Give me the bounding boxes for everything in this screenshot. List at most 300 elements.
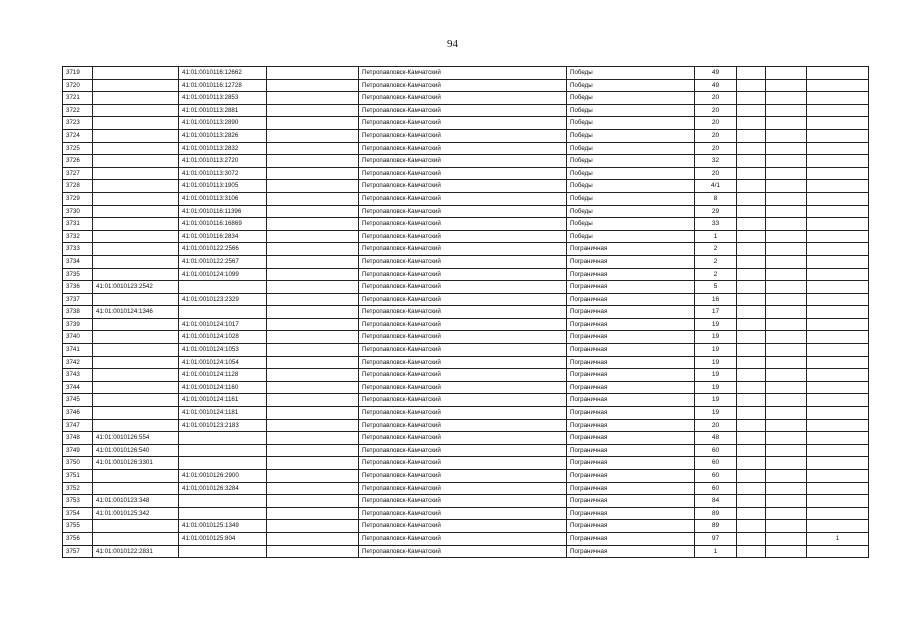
cadastral-number-cell	[93, 268, 179, 281]
cadastral-number-alt-cell: 41:01:0010124:1053	[179, 344, 267, 357]
empty-cell	[737, 117, 766, 130]
cadastral-number-cell	[93, 532, 179, 545]
city-cell: Петропавловск-Камчатский	[359, 180, 567, 193]
house-number-cell: 19	[695, 356, 737, 369]
house-number-cell: 84	[695, 495, 737, 508]
city-cell: Петропавловск-Камчатский	[359, 419, 567, 432]
house-number-cell: 29	[695, 205, 737, 218]
flag-cell	[807, 318, 869, 331]
empty-cell	[766, 192, 807, 205]
flag-cell	[807, 117, 869, 130]
house-number-cell: 33	[695, 218, 737, 231]
city-cell: Петропавловск-Камчатский	[359, 356, 567, 369]
empty-cell	[737, 507, 766, 520]
empty-cell	[737, 344, 766, 357]
table-row	[63, 268, 869, 281]
row-number-cell: 3755	[63, 520, 93, 533]
empty-cell	[267, 180, 359, 193]
empty-cell	[737, 419, 766, 432]
empty-cell	[766, 520, 807, 533]
street-cell: Пограничная	[567, 495, 695, 508]
cadastral-number-alt-cell	[179, 457, 267, 470]
table-row	[63, 470, 869, 483]
empty-cell	[766, 419, 807, 432]
empty-cell	[766, 142, 807, 155]
empty-cell	[737, 331, 766, 344]
row-number-cell: 3751	[63, 470, 93, 483]
street-cell: Победы	[567, 67, 695, 80]
house-number-cell: 19	[695, 318, 737, 331]
empty-cell	[737, 218, 766, 231]
empty-cell	[267, 142, 359, 155]
street-cell: Победы	[567, 142, 695, 155]
flag-cell	[807, 155, 869, 168]
house-number-cell: 89	[695, 507, 737, 520]
empty-cell	[737, 167, 766, 180]
empty-cell	[737, 243, 766, 256]
flag-cell	[807, 92, 869, 105]
empty-cell	[267, 331, 359, 344]
table-row	[63, 394, 869, 407]
house-number-cell: 60	[695, 482, 737, 495]
street-cell: Пограничная	[567, 356, 695, 369]
table-row	[63, 532, 869, 545]
row-number-cell: 3721	[63, 92, 93, 105]
empty-cell	[267, 192, 359, 205]
street-cell: Пограничная	[567, 381, 695, 394]
cadastral-number-cell	[93, 104, 179, 117]
house-number-cell: 19	[695, 331, 737, 344]
table-row	[63, 545, 869, 558]
cadastral-number-cell: 41:01:0010125:342	[93, 507, 179, 520]
street-cell: Пограничная	[567, 470, 695, 483]
cadastral-number-cell	[93, 419, 179, 432]
empty-cell	[766, 407, 807, 420]
table-row	[63, 381, 869, 394]
city-cell: Петропавловск-Камчатский	[359, 482, 567, 495]
empty-cell	[737, 155, 766, 168]
cadastral-number-alt-cell	[179, 444, 267, 457]
street-cell: Победы	[567, 155, 695, 168]
street-cell: Пограничная	[567, 394, 695, 407]
empty-cell	[766, 293, 807, 306]
flag-cell	[807, 495, 869, 508]
empty-cell	[766, 381, 807, 394]
street-cell: Победы	[567, 180, 695, 193]
flag-cell	[807, 218, 869, 231]
house-number-cell: 2	[695, 255, 737, 268]
empty-cell	[267, 381, 359, 394]
empty-cell	[267, 230, 359, 243]
empty-cell	[267, 482, 359, 495]
cadastral-number-alt-cell: 41:01:0010124:1099	[179, 268, 267, 281]
flag-cell	[807, 507, 869, 520]
street-cell: Победы	[567, 192, 695, 205]
empty-cell	[766, 205, 807, 218]
cadastral-number-alt-cell: 41:01:0010116:2834	[179, 230, 267, 243]
city-cell: Петропавловск-Камчатский	[359, 532, 567, 545]
city-cell: Петропавловск-Камчатский	[359, 243, 567, 256]
cadastral-number-alt-cell: 41:01:0010125:804	[179, 532, 267, 545]
empty-cell	[267, 318, 359, 331]
empty-cell	[267, 532, 359, 545]
empty-cell	[766, 255, 807, 268]
cadastral-number-cell	[93, 407, 179, 420]
flag-cell	[807, 419, 869, 432]
city-cell: Петропавловск-Камчатский	[359, 155, 567, 168]
city-cell: Петропавловск-Камчатский	[359, 432, 567, 445]
street-cell: Пограничная	[567, 243, 695, 256]
house-number-cell: 1	[695, 545, 737, 558]
cadastral-number-alt-cell: 41:01:0010122:2567	[179, 255, 267, 268]
empty-cell	[766, 268, 807, 281]
flag-cell	[807, 255, 869, 268]
empty-cell	[766, 92, 807, 105]
empty-cell	[766, 129, 807, 142]
cadastral-number-cell	[93, 293, 179, 306]
empty-cell	[766, 281, 807, 294]
empty-cell	[737, 532, 766, 545]
house-number-cell: 19	[695, 344, 737, 357]
cadastral-number-cell	[93, 129, 179, 142]
street-cell: Пограничная	[567, 255, 695, 268]
flag-cell	[807, 129, 869, 142]
empty-cell	[267, 470, 359, 483]
row-number-cell: 3727	[63, 167, 93, 180]
cadastral-number-alt-cell	[179, 432, 267, 445]
empty-cell	[267, 79, 359, 92]
row-number-cell: 3738	[63, 306, 93, 319]
empty-cell	[267, 92, 359, 105]
table-row	[63, 180, 869, 193]
empty-cell	[267, 255, 359, 268]
flag-cell	[807, 306, 869, 319]
cadastral-number-alt-cell: 41:01:0010113:2826	[179, 129, 267, 142]
row-number-cell: 3750	[63, 457, 93, 470]
row-number-cell: 3744	[63, 381, 93, 394]
row-number-cell: 3728	[63, 180, 93, 193]
city-cell: Петропавловск-Камчатский	[359, 268, 567, 281]
city-cell: Петропавловск-Камчатский	[359, 192, 567, 205]
street-cell: Пограничная	[567, 532, 695, 545]
house-number-cell: 16	[695, 293, 737, 306]
empty-cell	[737, 142, 766, 155]
flag-cell	[807, 192, 869, 205]
city-cell: Петропавловск-Камчатский	[359, 167, 567, 180]
cadastral-number-cell	[93, 92, 179, 105]
table-row	[63, 344, 869, 357]
city-cell: Петропавловск-Камчатский	[359, 318, 567, 331]
city-cell: Петропавловск-Камчатский	[359, 457, 567, 470]
empty-cell	[737, 457, 766, 470]
cadastral-number-alt-cell: 41:01:0010124:1161	[179, 394, 267, 407]
empty-cell	[737, 444, 766, 457]
city-cell: Петропавловск-Камчатский	[359, 104, 567, 117]
cadastral-number-cell	[93, 230, 179, 243]
house-number-cell: 2	[695, 243, 737, 256]
empty-cell	[737, 192, 766, 205]
house-number-cell: 32	[695, 155, 737, 168]
cadastral-number-cell	[93, 79, 179, 92]
row-number-cell: 3752	[63, 482, 93, 495]
house-number-cell: 2	[695, 268, 737, 281]
empty-cell	[766, 495, 807, 508]
street-cell: Победы	[567, 92, 695, 105]
empty-cell	[267, 369, 359, 382]
table-row	[63, 243, 869, 256]
empty-cell	[267, 281, 359, 294]
city-cell: Петропавловск-Камчатский	[359, 520, 567, 533]
cadastral-number-cell	[93, 255, 179, 268]
city-cell: Петропавловск-Камчатский	[359, 293, 567, 306]
street-cell: Победы	[567, 218, 695, 231]
flag-cell	[807, 394, 869, 407]
empty-cell	[737, 92, 766, 105]
cadastral-number-cell	[93, 167, 179, 180]
row-number-cell: 3725	[63, 142, 93, 155]
city-cell: Петропавловск-Камчатский	[359, 129, 567, 142]
table-row	[63, 192, 869, 205]
house-number-cell: 49	[695, 79, 737, 92]
city-cell: Петропавловск-Камчатский	[359, 344, 567, 357]
table-row	[63, 67, 869, 80]
empty-cell	[737, 79, 766, 92]
row-number-cell: 3733	[63, 243, 93, 256]
table-row	[63, 407, 869, 420]
empty-cell	[737, 318, 766, 331]
empty-cell	[766, 457, 807, 470]
city-cell: Петропавловск-Камчатский	[359, 306, 567, 319]
empty-cell	[267, 167, 359, 180]
empty-cell	[737, 381, 766, 394]
empty-cell	[766, 482, 807, 495]
empty-cell	[267, 243, 359, 256]
street-cell: Пограничная	[567, 306, 695, 319]
flag-cell	[807, 381, 869, 394]
empty-cell	[267, 457, 359, 470]
street-cell: Пограничная	[567, 520, 695, 533]
house-number-cell: 20	[695, 419, 737, 432]
cadastral-number-cell: 41:01:0010126:554	[93, 432, 179, 445]
street-cell: Пограничная	[567, 444, 695, 457]
street-cell: Пограничная	[567, 407, 695, 420]
house-number-cell: 20	[695, 142, 737, 155]
street-cell: Пограничная	[567, 457, 695, 470]
empty-cell	[737, 104, 766, 117]
empty-cell	[737, 495, 766, 508]
empty-cell	[267, 117, 359, 130]
empty-cell	[737, 356, 766, 369]
flag-cell	[807, 356, 869, 369]
empty-cell	[737, 520, 766, 533]
empty-cell	[267, 293, 359, 306]
table-row	[63, 167, 869, 180]
empty-cell	[737, 67, 766, 80]
cadastral-number-alt-cell: 41:01:0010113:2720	[179, 155, 267, 168]
flag-cell	[807, 79, 869, 92]
flag-cell	[807, 331, 869, 344]
registry-table	[62, 66, 869, 558]
table-row	[63, 318, 869, 331]
empty-cell	[267, 218, 359, 231]
city-cell: Петропавловск-Камчатский	[359, 507, 567, 520]
cadastral-number-cell	[93, 67, 179, 80]
row-number-cell: 3720	[63, 79, 93, 92]
city-cell: Петропавловск-Камчатский	[359, 281, 567, 294]
city-cell: Петропавловск-Камчатский	[359, 394, 567, 407]
street-cell: Победы	[567, 230, 695, 243]
cadastral-number-alt-cell: 41:01:0010113:1905	[179, 180, 267, 193]
cadastral-number-cell	[93, 205, 179, 218]
cadastral-number-cell	[93, 381, 179, 394]
table-row	[63, 432, 869, 445]
cadastral-number-alt-cell	[179, 495, 267, 508]
table-row	[63, 92, 869, 105]
table-row	[63, 482, 869, 495]
cadastral-number-cell	[93, 180, 179, 193]
empty-cell	[737, 306, 766, 319]
cadastral-number-cell	[93, 117, 179, 130]
empty-cell	[267, 407, 359, 420]
flag-cell	[807, 67, 869, 80]
cadastral-number-alt-cell: 41:01:0010124:1054	[179, 356, 267, 369]
cadastral-number-alt-cell: 41:01:0010113:2890	[179, 117, 267, 130]
empty-cell	[766, 331, 807, 344]
flag-cell	[807, 520, 869, 533]
flag-cell	[807, 230, 869, 243]
cadastral-number-cell	[93, 344, 179, 357]
cadastral-number-alt-cell: 41:01:0010113:2832	[179, 142, 267, 155]
flag-cell	[807, 104, 869, 117]
table-row	[63, 457, 869, 470]
house-number-cell: 20	[695, 104, 737, 117]
house-number-cell: 19	[695, 394, 737, 407]
empty-cell	[766, 180, 807, 193]
city-cell: Петропавловск-Камчатский	[359, 381, 567, 394]
city-cell: Петропавловск-Камчатский	[359, 255, 567, 268]
row-number-cell: 3731	[63, 218, 93, 231]
street-cell: Пограничная	[567, 281, 695, 294]
cadastral-number-cell	[93, 155, 179, 168]
table-row	[63, 293, 869, 306]
row-number-cell: 3756	[63, 532, 93, 545]
empty-cell	[267, 104, 359, 117]
empty-cell	[737, 281, 766, 294]
cadastral-number-alt-cell: 41:01:0010116:16869	[179, 218, 267, 231]
city-cell: Петропавловск-Камчатский	[359, 205, 567, 218]
empty-cell	[267, 507, 359, 520]
table-row	[63, 155, 869, 168]
house-number-cell: 97	[695, 532, 737, 545]
table-row	[63, 419, 869, 432]
empty-cell	[766, 507, 807, 520]
house-number-cell: 4/1	[695, 180, 737, 193]
empty-cell	[737, 407, 766, 420]
cadastral-number-alt-cell: 41:01:0010124:1160	[179, 381, 267, 394]
flag-cell	[807, 167, 869, 180]
flag-cell	[807, 142, 869, 155]
street-cell: Пограничная	[567, 344, 695, 357]
table-row	[63, 369, 869, 382]
empty-cell	[267, 356, 359, 369]
empty-cell	[737, 268, 766, 281]
cadastral-number-cell	[93, 356, 179, 369]
row-number-cell: 3729	[63, 192, 93, 205]
cadastral-number-alt-cell: 41:01:0010123:2183	[179, 419, 267, 432]
empty-cell	[267, 520, 359, 533]
row-number-cell: 3735	[63, 268, 93, 281]
street-cell: Пограничная	[567, 432, 695, 445]
cadastral-number-cell	[93, 142, 179, 155]
cadastral-number-alt-cell: 41:01:0010124:1181	[179, 407, 267, 420]
flag-cell	[807, 444, 869, 457]
row-number-cell: 3748	[63, 432, 93, 445]
cadastral-number-cell	[93, 470, 179, 483]
cadastral-number-alt-cell: 41:01:0010124:1017	[179, 318, 267, 331]
city-cell: Петропавловск-Камчатский	[359, 67, 567, 80]
row-number-cell: 3753	[63, 495, 93, 508]
flag-cell	[807, 180, 869, 193]
empty-cell	[737, 230, 766, 243]
empty-cell	[267, 205, 359, 218]
house-number-cell: 8	[695, 192, 737, 205]
cadastral-number-alt-cell: 41:01:0010113:2881	[179, 104, 267, 117]
row-number-cell: 3719	[63, 67, 93, 80]
row-number-cell: 3734	[63, 255, 93, 268]
street-cell: Пограничная	[567, 545, 695, 558]
house-number-cell: 89	[695, 520, 737, 533]
street-cell: Пограничная	[567, 507, 695, 520]
cadastral-number-cell	[93, 318, 179, 331]
city-cell: Петропавловск-Камчатский	[359, 444, 567, 457]
empty-cell	[766, 432, 807, 445]
flag-cell	[807, 268, 869, 281]
cadastral-number-alt-cell	[179, 545, 267, 558]
table-row	[63, 117, 869, 130]
empty-cell	[737, 293, 766, 306]
cadastral-number-alt-cell: 41:01:0010122:2566	[179, 243, 267, 256]
house-number-cell: 60	[695, 444, 737, 457]
registry-body	[63, 67, 869, 558]
cadastral-number-alt-cell: 41:01:0010116:11396	[179, 205, 267, 218]
empty-cell	[766, 230, 807, 243]
cadastral-number-cell	[93, 369, 179, 382]
row-number-cell: 3724	[63, 129, 93, 142]
table-row	[63, 104, 869, 117]
house-number-cell: 17	[695, 306, 737, 319]
empty-cell	[737, 180, 766, 193]
street-cell: Пограничная	[567, 268, 695, 281]
cadastral-number-alt-cell: 41:01:0010124:1128	[179, 369, 267, 382]
cadastral-number-alt-cell: 41:01:0010113:3106	[179, 192, 267, 205]
house-number-cell: 19	[695, 381, 737, 394]
cadastral-number-cell	[93, 192, 179, 205]
empty-cell	[766, 79, 807, 92]
cadastral-number-alt-cell: 41:01:0010113:3072	[179, 167, 267, 180]
street-cell: Победы	[567, 129, 695, 142]
house-number-cell: 19	[695, 407, 737, 420]
street-cell: Пограничная	[567, 369, 695, 382]
house-number-cell: 49	[695, 67, 737, 80]
cadastral-number-cell: 41:01:0010122:2831	[93, 545, 179, 558]
table-row	[63, 129, 869, 142]
house-number-cell: 60	[695, 470, 737, 483]
table-row	[63, 281, 869, 294]
street-cell: Победы	[567, 167, 695, 180]
flag-cell	[807, 369, 869, 382]
cadastral-number-alt-cell: 41:01:0010126:2900	[179, 470, 267, 483]
flag-cell	[807, 470, 869, 483]
